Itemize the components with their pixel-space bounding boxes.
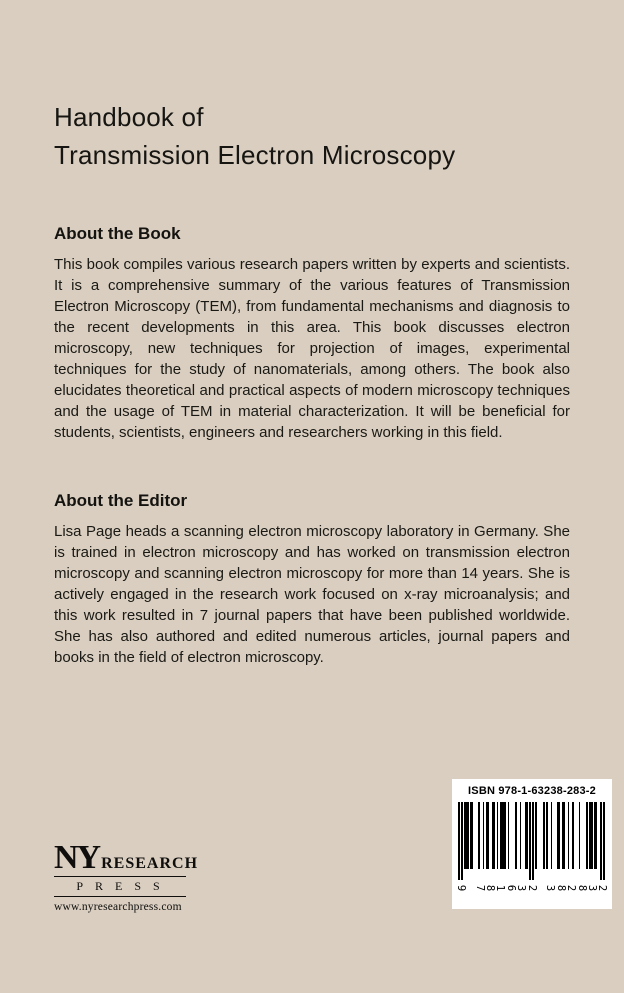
publisher-name — [54, 839, 199, 876]
book-title-line1: Handbook of — [54, 102, 204, 132]
about-editor-section — [54, 491, 570, 668]
about-book-heading: About the Book — [54, 224, 181, 243]
publisher-name-text: RESEARCH — [101, 855, 199, 872]
isbn-label: ISBN 978-1-63238-283-2 — [468, 785, 596, 797]
about-editor-text: Lisa Page heads a scanning electron microscopy laboratory in Germany. She is trained in electron microscopy and has worked on transmission electron microscopy and scanning electron microscopy for more than 14 years. She is actively engaged in the research work focused on x-ray microanalysis; and this work resulted in 7 journal papers that have been published worldwide. She has also authored and edited numerous articles, journal papers and books in the field of electron microscopy. — [54, 523, 570, 666]
about-book-section — [54, 224, 570, 443]
barcode-digits: 9 7 8 1 6 3 2 3 8 2 8 3 2 — [455, 884, 609, 891]
about-book-text: This book compiles various research papers written by experts and scientists. It is a comprehensive summary of the various features of Transmission Electron Microscopy (TEM), from fundamental mechanisms and diagnosis to the recent developments in this area. This book discusses electron microscopy, new techniques for projection of images, experimental techniques for the study of nanomaterials, among others. The book also elucidates theoretical and practical aspects of modern microscopy techniques and the usage of TEM in material characterization. It will be beneficial for students, scientists, engineers and researchers working in this field. — [54, 256, 570, 441]
publisher-website: www.nyresearchpress.com — [54, 901, 182, 913]
publisher-monogram: NY — [54, 839, 100, 876]
book-title-line2: Transmission Electron Microscopy — [54, 140, 456, 170]
book-title — [54, 0, 570, 174]
publisher-logo — [54, 839, 199, 913]
barcode-panel — [452, 779, 612, 909]
about-editor-heading: About the Editor — [54, 491, 188, 510]
publisher-press-label: PRESS — [54, 876, 186, 897]
barcode-bars — [458, 802, 606, 880]
